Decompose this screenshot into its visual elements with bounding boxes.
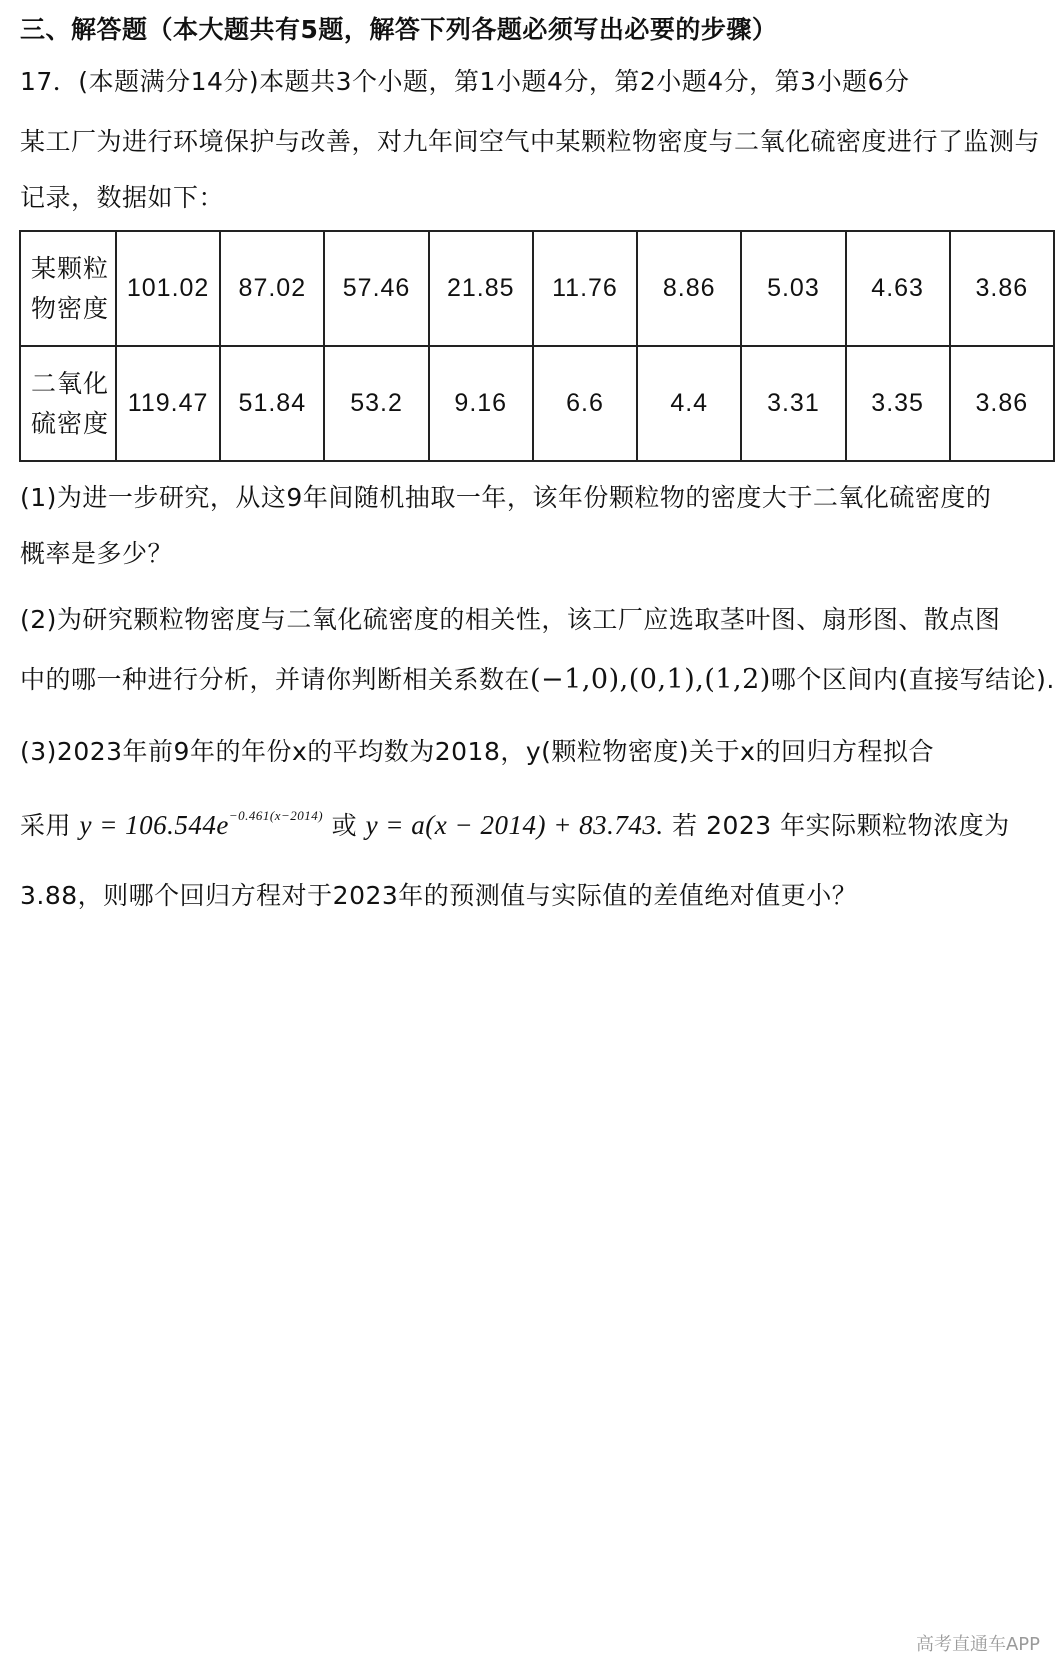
table-cell: 57.46 <box>324 231 428 346</box>
problem-header: 17．(本题满分14分)本题共3个小题，第1小题4分，第2小题4分，第3小题6分 <box>20 67 910 96</box>
table-cell: 119.47 <box>116 346 220 461</box>
q3-equation-exponential: y = 106.544e <box>79 810 229 840</box>
table-cell: 3.31 <box>741 346 845 461</box>
table-cell: 53.2 <box>324 346 428 461</box>
table-cell: 87.02 <box>220 231 324 346</box>
q3-line-2 <box>20 806 1044 842</box>
table-cell: 101.02 <box>116 231 220 346</box>
q3-line-1: (3)2023年前9年的年份x的平均数为2018，y(颗粒物密度)关于x的回归方程拟合 <box>20 737 934 766</box>
data-table <box>19 230 1055 462</box>
q2-text-post: 哪个区间内(直接写结论). <box>770 665 1055 694</box>
table-cell: 3.86 <box>950 346 1054 461</box>
q2-line-2 <box>20 660 1055 696</box>
section-title: 三、解答题（本大题共有5题，解答下列各题必须写出必要的步骤） <box>20 15 778 44</box>
q3-text-post: 若 2023 年实际颗粒物浓度为 <box>672 811 1010 840</box>
table-cell: 3.35 <box>846 346 950 461</box>
q3-or: 或 <box>331 811 358 840</box>
row-header-line: 某颗粒 <box>31 253 110 283</box>
q2-text-pre: 中的哪一种进行分析，并请你判断相关系数在 <box>20 665 531 694</box>
table-cell: 8.86 <box>637 231 741 346</box>
table-cell: 4.4 <box>637 346 741 461</box>
row-header-line: 物密度 <box>31 293 110 323</box>
table-cell: 4.63 <box>846 231 950 346</box>
intro-line-1: 某工厂为进行环境保护与改善，对九年间空气中某颗粒物密度与二氧化硫密度进行了监测与 <box>20 127 1041 156</box>
table-cell: 6.6 <box>533 346 637 461</box>
row-header-line: 二氧化 <box>31 368 110 398</box>
table-cell: 51.84 <box>220 346 324 461</box>
q2-intervals: (−1,0),(0,1),(1,2) <box>530 664 771 695</box>
row-header-so2 <box>20 346 116 461</box>
q1-line-1: (1)为进一步研究，从这9年间随机抽取一年，该年份颗粒物的密度大于二氧化硫密度的 <box>20 483 992 512</box>
q1-line-2: 概率是多少？ <box>20 539 174 568</box>
table-cell: 11.76 <box>533 231 637 346</box>
table-row <box>20 346 1054 461</box>
row-header-line: 硫密度 <box>31 408 110 438</box>
table-row <box>20 231 1054 346</box>
row-header-particulate <box>20 231 116 346</box>
q3-equation-linear: y = a(x − 2014) + 83.743. <box>365 810 664 840</box>
q2-line-1: (2)为研究颗粒物密度与二氧化硫密度的相关性，该工厂应选取茎叶图、扇形图、散点图 <box>20 605 1001 634</box>
q3-equation-exponent: −0.461(x−2014) <box>228 808 324 823</box>
q3-text-pre: 采用 <box>20 811 72 840</box>
table-cell: 5.03 <box>741 231 845 346</box>
table-cell: 9.16 <box>429 346 533 461</box>
table-cell: 21.85 <box>429 231 533 346</box>
intro-line-2: 记录，数据如下： <box>20 183 225 212</box>
app-watermark: 高考直通车APP <box>915 1634 1040 1655</box>
table-cell: 3.86 <box>950 231 1054 346</box>
q3-line-3: 3.88，则哪个回归方程对于2023年的预测值与实际值的差值绝对值更小？ <box>20 881 858 910</box>
